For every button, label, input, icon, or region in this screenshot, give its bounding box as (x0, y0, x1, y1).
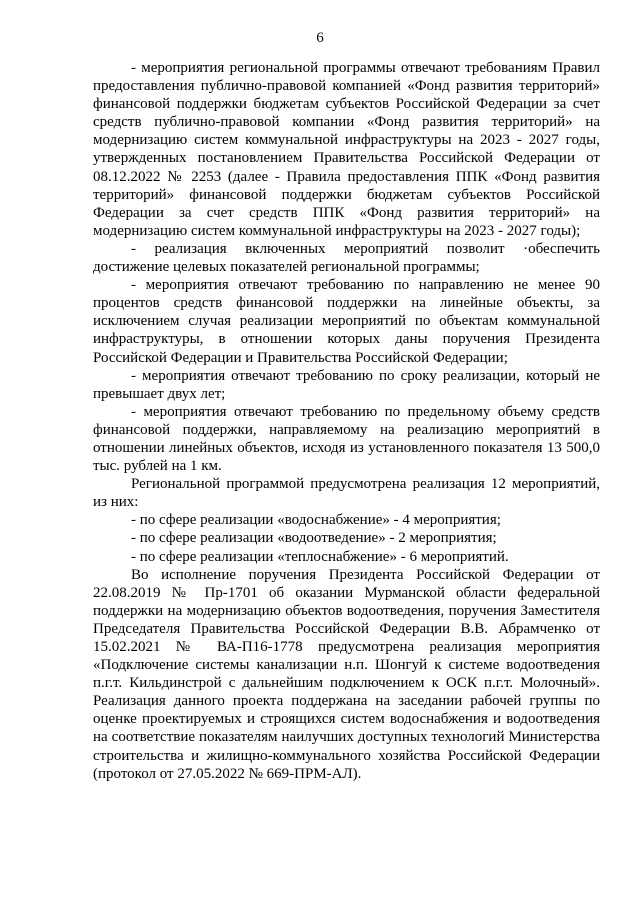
list-item-heat-supply: - по сфере реализации «теплоснабжение» - 6 мероприятий. (131, 548, 509, 565)
list-item-water-supply: - по сфере реализации «водоснабжение» - 4 мероприятия; (131, 512, 501, 529)
page-number: 6 (316, 30, 324, 46)
document-body (93, 59, 600, 783)
paragraph-presidential-order: Во исполнение поручения Президента Российской Федерации от 22.08.2019 № Пр-1701 об оказании Мурманской области федеральной поддержки на модернизацию объектов водоотведения, поручения Заместителя Председателя Правительства Российской Федерации В.В. Абрамченко от 15.02.2021 № ВА-П16-1778 предусмотрена реализация мероприятия «Подключение системы канализации н.п. Шонгуй к системе водоотведения п.г.т. Кильдинстрой с дальнейшим подключением к ОСК п.г.т. Молочный». Реализация данного проекта поддержана на заседании рабочей группы по оценке проектируемых и строящихся систем водоснабжения и водоотведения на соответствие показателям наилучших доступных технологий Министерства строительства и жилищно-коммунального хозяйства Российской Федерации (протокол от 27.05.2022 № 669-ПРМ-АЛ). (93, 566, 600, 782)
paragraph-requirements-rules: - мероприятия региональной программы отвечают требованиям Правил предоставления публично-правовой компанией «Фонд развития территорий» финансовой поддержки бюджетам субъектов Российской Федерации за счет средств публично-правовой компании «Фонд развития территорий» на модернизацию систем коммунальной инфраструктуры на 2023 - 2027 годы, утвержденных постановлением Правительства Российской Федерации от 08.12.2022 № 2253 (далее - Правила предоставления ППК «Фонд развития территорий» финансовой поддержки бюджетам субъектов Российской Федерации за счет средств ППК «Фонд развития территорий» на модернизацию систем коммунальной инфраструктуры на 2023 - 2027 годы); (93, 60, 600, 239)
paragraph-program-measures: Региональной программой предусмотрена реализация 12 мероприятий, из них: (93, 476, 600, 511)
paragraph-linear-objects: - мероприятия отвечают требованию по направлению не менее 90 процентов средств финансовой поддержки на линейные объекты, за исключением случая реализации мероприятий по объектам коммунальной инфраструктуры, в отношении которых даны поручения Президента Российской Федерации и Правительства Российской Федерации; (93, 277, 600, 366)
list-item-water-disposal: - по сфере реализации «водоотведение» - 2 мероприятия; (131, 530, 497, 547)
paragraph-target-indicators: - реализация включенных мероприятий позволит ·обеспечить достижение целевых показателей региональной программы; (93, 240, 600, 276)
paragraph-implementation-term: - мероприятия отвечают требованию по сроку реализации, который не превышает двух лет; (93, 367, 600, 402)
paragraph-funding-limit: - мероприятия отвечают требованию по предельному объему средств финансовой поддержки, направляемому на реализацию мероприятий в отношении линейных объектов, исходя из установленного показателя 13 500,0 тыс. рублей на 1 км. (93, 403, 600, 475)
